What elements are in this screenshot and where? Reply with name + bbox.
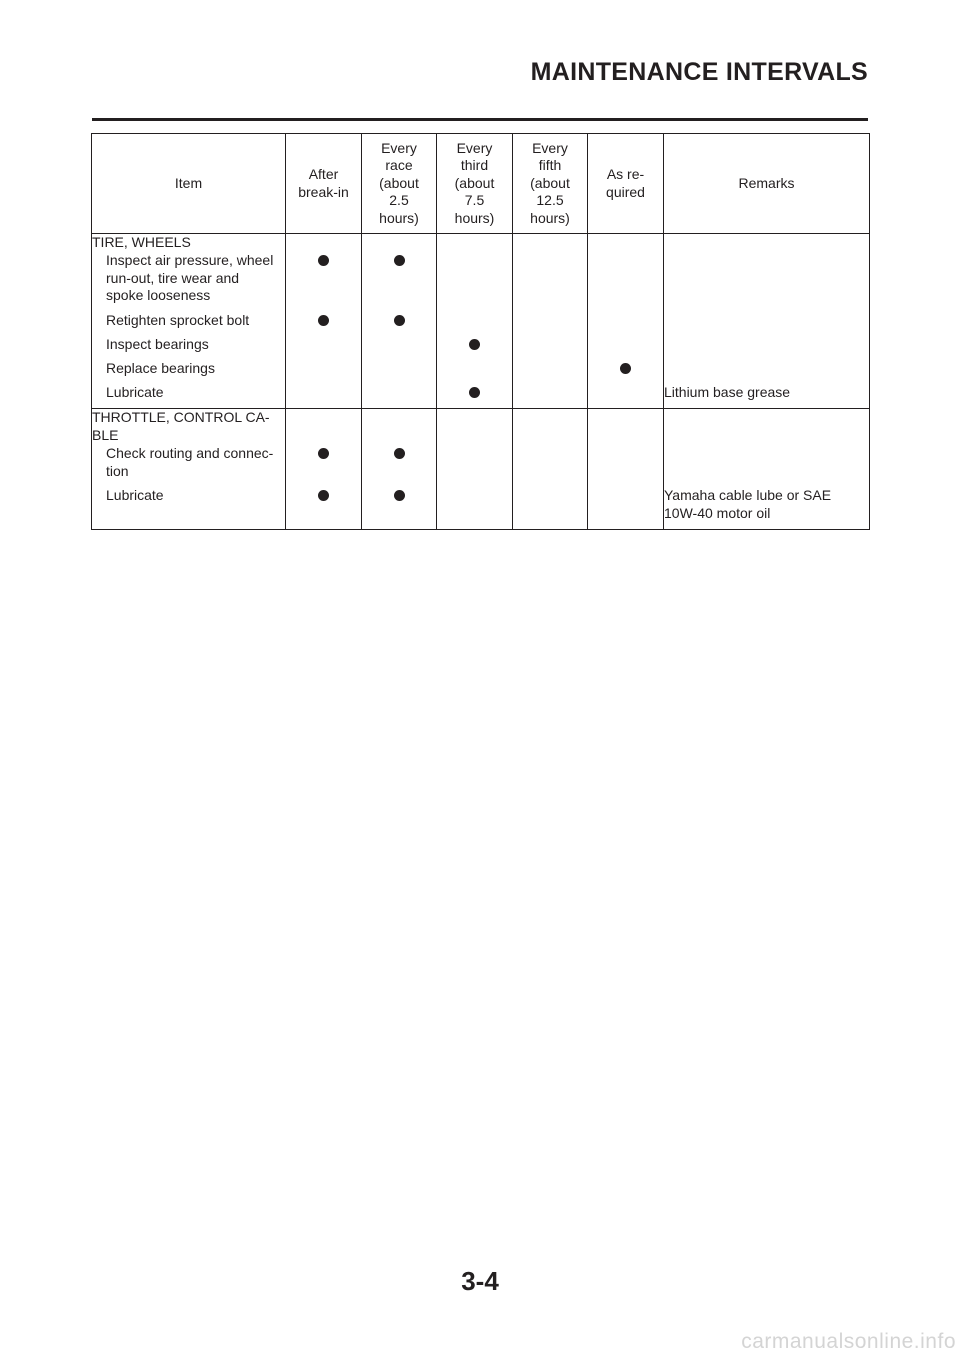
every-race-cell [362, 234, 437, 409]
maintenance-table [91, 133, 870, 530]
group-title: TIRE, WHEELS [92, 234, 191, 250]
remark-text: Yamaha cable lube or SAE 10W-40 motor oil [664, 487, 832, 521]
remarks-cell [664, 409, 870, 530]
list-item: Inspect air pressure, wheel run-out, tire wear and spoke looseness [106, 252, 274, 303]
col-header-after-break-in: After break-in [286, 134, 362, 234]
list-item: Inspect bearings [106, 336, 209, 352]
watermark: carmanualsonline.info [741, 1330, 956, 1353]
page-title: MAINTENANCE INTERVALS [530, 58, 868, 86]
group-title: THROTTLE, CONTROL CA- BLE [92, 409, 270, 443]
list-item: Check routing and connec- tion [106, 445, 274, 479]
every-fifth-cell [513, 409, 588, 530]
every-third-cell [437, 234, 513, 409]
list-item: Replace bearings [106, 360, 215, 376]
item-cell [92, 409, 286, 530]
filled-circle-icon [394, 255, 405, 266]
item-cell [92, 234, 286, 409]
filled-circle-icon [394, 315, 405, 326]
col-header-every-race: Every race (about 2.5 hours) [362, 134, 437, 234]
after-break-in-cell [286, 409, 362, 530]
filled-circle-icon [318, 448, 329, 459]
list-item: Retighten sprocket bolt [106, 312, 250, 328]
filled-circle-icon [469, 387, 480, 398]
as-required-cell [588, 234, 664, 409]
as-required-cell [588, 409, 664, 530]
filled-circle-icon [318, 255, 329, 266]
col-header-remarks: Remarks [664, 134, 870, 234]
every-fifth-cell [513, 234, 588, 409]
page-number: 3-4 [461, 1266, 499, 1296]
filled-circle-icon [318, 490, 329, 501]
remarks-cell [664, 234, 870, 409]
filled-circle-icon [620, 363, 631, 374]
col-header-every-third: Every third (about 7.5 hours) [437, 134, 513, 234]
after-break-in-cell [286, 234, 362, 409]
list-item: Lubricate [106, 487, 164, 503]
col-header-every-fifth: Every fifth (about 12.5 hours) [513, 134, 588, 234]
remark-text: Lithium base grease [664, 384, 791, 400]
col-header-as-required: As re- quired [588, 134, 664, 234]
table-group-throttle-control-cable [92, 409, 870, 530]
list-item: Lubricate [106, 384, 164, 400]
table-header-row [92, 134, 870, 234]
every-third-cell [437, 409, 513, 530]
title-rule [92, 118, 868, 121]
filled-circle-icon [394, 490, 405, 501]
every-race-cell [362, 409, 437, 530]
filled-circle-icon [394, 448, 405, 459]
filled-circle-icon [318, 315, 329, 326]
col-header-item: Item [92, 134, 286, 234]
filled-circle-icon [469, 339, 480, 350]
table-group-tire-wheels [92, 234, 870, 409]
